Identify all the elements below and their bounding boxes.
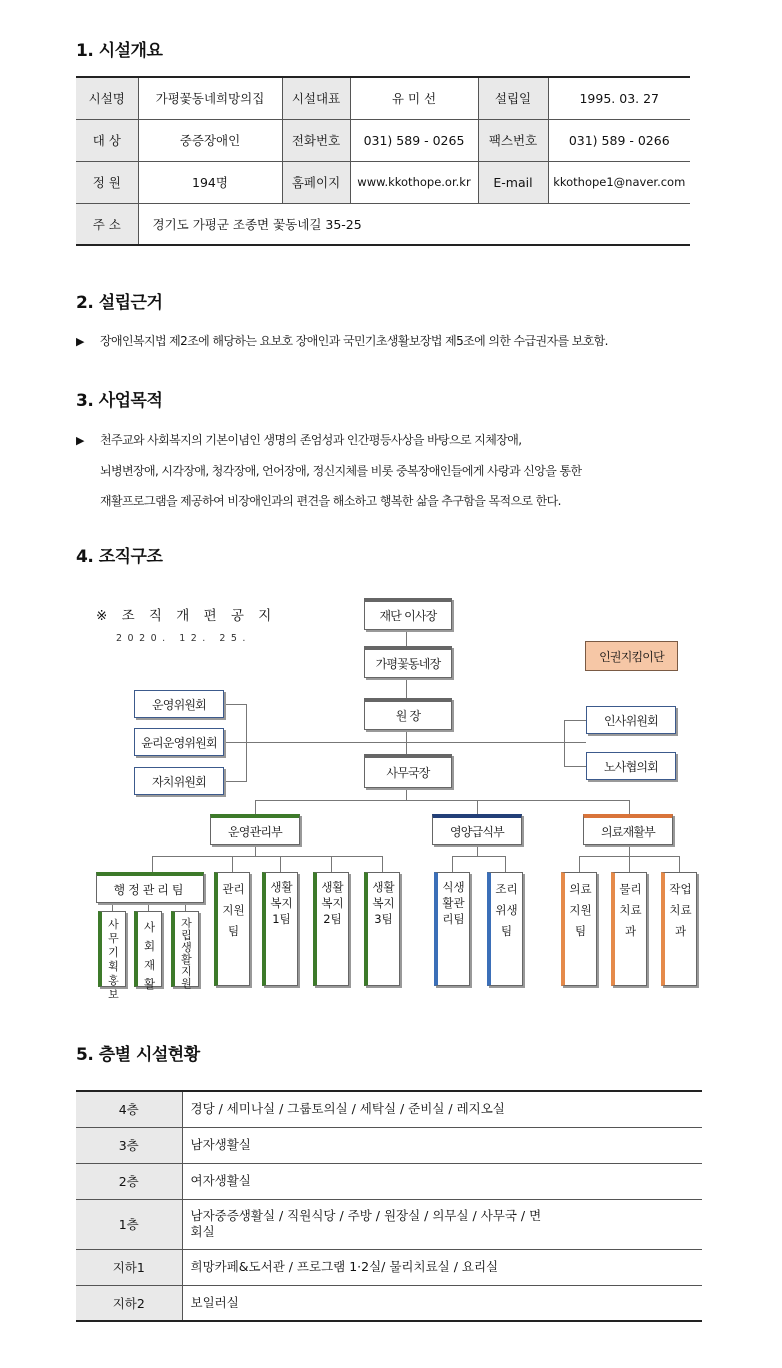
floor-label: 지하2 [76,1285,182,1321]
basis-text: 장애인복지법 제2조에 해당하는 요보호 장애인과 국민기초생활보장법 제5조에 의한 수급권자를 보호함. [100,334,608,348]
section-title-overview: 1. 시설개요 [76,41,163,61]
ethics-committee-box: 윤리운영위원회 [134,728,224,756]
operations-committee-box: 운영위원회 [134,690,224,718]
target-label: 대 상 [76,119,138,161]
target: 중증장애인 [138,119,282,161]
team-cooking-box: 조리위생팀 [487,872,523,986]
capacity: 194명 [138,161,282,203]
floor-description: 여자생활실 [182,1163,702,1199]
dept-operations-box: 운영관리부 [210,814,300,845]
human-rights-team-box: 인권지킴이단 [585,641,678,671]
dept-medical-box: 의료재활부 [583,814,673,845]
floor-description: 희망카페&도서관 / 프로그램 1·2실/ 물리치료실 / 요리실 [182,1249,702,1285]
established-label: 설립일 [478,77,548,119]
reorg-date: 2020. 12. 25. [116,633,251,644]
email-label: E-mail [478,161,548,203]
team-mgmt-support-box: 관리지원팀 [214,872,250,986]
team-occupational-therapy-box: 작업치료과 [661,872,697,986]
fax-label: 팩스번호 [478,119,548,161]
dept-food-box: 영양급식부 [432,814,522,845]
director-box: 원 장 [364,698,452,730]
purpose-line: 뇌병변장애, 시각장애, 청각장애, 언어장애, 정신지체를 비롯 중복장애인들에게 사랑과 신앙을 통한 [100,464,582,478]
floor-label: 3층 [76,1127,182,1163]
bullet-icon: ▶ [76,335,84,348]
table-row [76,1091,702,1127]
team-admin-sub-independent: 자립생활지원 [171,911,199,987]
table-row [76,1249,702,1285]
self-governing-committee-box: 자치위원회 [134,767,224,795]
email-link[interactable]: kkothope1@naver.com [548,161,690,203]
table-row [76,1163,702,1199]
hr-committee-box: 인사위원회 [586,706,676,734]
floor-description: 남자중증생활실 / 직원식당 / 주방 / 원장실 / 의무실 / 사무국 / 면회실 [182,1199,702,1249]
floor-description: 보일러실 [182,1285,702,1321]
team-meal-box: 식생활관리팀 [434,872,470,986]
floor-label: 4층 [76,1091,182,1127]
phone-label: 전화번호 [282,119,350,161]
section-title-org: 4. 조직구조 [76,547,163,567]
table-row [76,1199,702,1249]
team-life2-box: 생활복지2팀 [313,872,349,986]
team-admin-sub-planning: 사무기획홍보 [98,911,126,987]
purpose-line: 재활프로그램을 제공하여 비장애인과의 편견을 해소하고 행복한 삶을 추구함을 목적으로 한다. [100,494,561,508]
capacity-label: 정 원 [76,161,138,203]
floor-description: 경당 / 세미나실 / 그룹토의실 / 세탁실 / 준비실 / 레지오실 [182,1091,702,1127]
bullet-icon: ▶ [76,434,84,447]
team-physical-therapy-box: 물리치료과 [611,872,647,986]
team-medical-support-box: 의료지원팀 [561,872,597,986]
floor-table [76,1090,702,1322]
representative-label: 시설대표 [282,77,350,119]
facility-name-label: 시설명 [76,77,138,119]
section-title-floors: 5. 층별 시설현황 [76,1045,200,1065]
fax-number: 031) 589 - 0266 [548,119,690,161]
floor-label: 1층 [76,1199,182,1249]
kkot-head-box: 가평꽃동네장 [364,646,452,678]
team-admin-box: 행정관리팀 [96,872,204,903]
floor-label: 2층 [76,1163,182,1199]
reorg-notice: ※ 조 직 개 편 공 지 [96,608,277,624]
phone-number: 031) 589 - 0265 [350,119,478,161]
table-row [76,1127,702,1163]
established-date: 1995. 03. 27 [548,77,690,119]
labor-council-box: 노사협의회 [586,752,676,780]
floor-description: 남자생활실 [182,1127,702,1163]
address: 경기도 가평군 조종면 꽃동네길 35-25 [138,203,690,245]
secretary-general-box: 사무국장 [364,754,452,788]
section-title-purpose: 3. 사업목적 [76,391,163,411]
team-admin-sub-rehab: 사회재활 [134,911,162,987]
representative: 유 미 선 [350,77,478,119]
team-life1-box: 생활복지1팀 [262,872,298,986]
team-life3-box: 생활복지3팀 [364,872,400,986]
facility-name: 가평꽃동네희망의집 [138,77,282,119]
homepage-link[interactable]: www.kkothope.or.kr [350,161,478,203]
floor-label: 지하1 [76,1249,182,1285]
address-label: 주 소 [76,203,138,245]
purpose-line: 천주교와 사회복지의 기본이념인 생명의 존엄성과 인간평등사상을 바탕으로 지체장애, [100,433,522,447]
section-title-basis: 2. 설립근거 [76,293,163,313]
board-chair-box: 재단 이사장 [364,598,452,630]
homepage-label: 홈페이지 [282,161,350,203]
table-row [76,1285,702,1321]
